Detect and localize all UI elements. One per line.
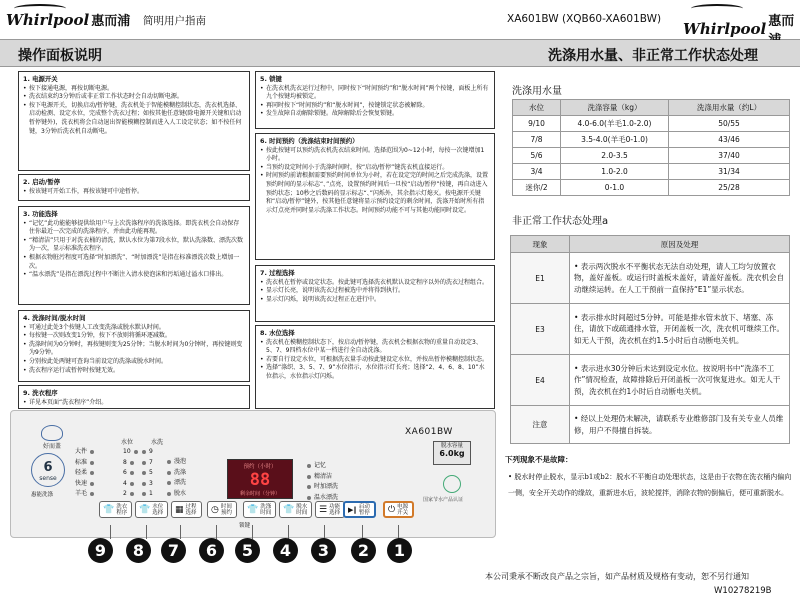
- list-item: • 详见本页面“洗衣程序”介绍。: [23, 399, 245, 408]
- callout-4: 4: [273, 538, 298, 563]
- led-icon: [307, 475, 311, 479]
- list-item: • 选择“涤织、3、5、7、9”水位指示，水位指示灯长亮；选择“2、4、6、8、10”水位指示，水位指示灯闪烁。: [260, 364, 490, 381]
- brand-en: Whirlpool: [6, 10, 90, 29]
- function-item: 记忆: [307, 461, 338, 472]
- led-icon: [167, 460, 171, 464]
- instruction-box-power: [18, 71, 250, 171]
- grid-icon: ▦: [175, 504, 184, 515]
- list-item: • 发生故障自动解除锁键。故障解除后会恢复锁键。: [260, 110, 490, 119]
- shirt-icon: 👕: [247, 504, 259, 515]
- led-display: [227, 459, 293, 499]
- column-head-water: 水位: [121, 439, 134, 446]
- led-icon: [130, 461, 134, 465]
- water-level-item: 8: [123, 458, 138, 469]
- display-header: 预约（小时）: [243, 464, 277, 470]
- water-level-item: 1: [142, 489, 153, 500]
- table-header-cell: 现象: [511, 236, 570, 253]
- shirt-icon: 👕: [103, 504, 115, 515]
- list-item: • 可通过此处3个按键人工改变洗涤或脱水默认时间。: [23, 324, 245, 333]
- process-button[interactable]: [171, 501, 202, 518]
- water-level-item: 5: [142, 468, 153, 479]
- water-table-heading: 洗涤用水量: [512, 86, 562, 97]
- fault-description: • 经以上处理仍未解决，请联系专业维修部门及有关专业人员维修，用户不得擅自拆装。: [570, 406, 790, 444]
- table-header-cell: 水位: [513, 100, 561, 116]
- callout-2: 2: [351, 538, 376, 563]
- brand-cn: 惠而浦: [91, 14, 131, 29]
- flower-logo-icon: [41, 425, 63, 441]
- capacity-badge: [433, 441, 471, 465]
- header-bar: [0, 0, 800, 40]
- table-header-cell: 洗涤用水量（约L）: [669, 100, 790, 116]
- list-item: • 分别按此处两键可查询当前设定的洗涤或脱水时间。: [23, 358, 245, 367]
- lock-label: 锁键: [239, 523, 251, 529]
- box-title: 9. 洗衣程序: [23, 389, 58, 397]
- list-item: • 洗衣结束约3分钟后或非正常工作状态时会自动切断电源。: [23, 93, 245, 102]
- table-row: [513, 164, 790, 180]
- sense-caption: 惠能洗涤: [31, 492, 54, 498]
- list-item: • 洗衣机在暂停或设定状态。按此键可选择洗衣机默认设定程序以外的洗衣过程组合。: [260, 279, 490, 288]
- water-level-item: 3: [142, 479, 153, 490]
- program-item: 标准: [75, 458, 94, 469]
- start-pause-button[interactable]: [343, 501, 376, 518]
- instruction-box-start-pause: [18, 174, 250, 201]
- led-icon: [167, 471, 171, 475]
- water-level-item: 6: [123, 468, 138, 479]
- leader-line: [252, 525, 253, 539]
- display-digits: 88: [249, 470, 271, 490]
- fault-description: • 表示进水30分钟后未达到设定水位。按说明书中“洗涤不工作”情况检查，故障排除后开闭盖板一次可恢复进水。如无人干预，洗衣机在约1小时后自动断电关机。: [570, 355, 790, 406]
- list-item: • 每按键一次则改变1分钟，按下不放则将循环逐减数。: [23, 332, 245, 341]
- whirlpool-logo-left: [6, 10, 130, 29]
- led-icon: [307, 496, 311, 500]
- fault-description: • 表示排水时间超过5分钟。可能是排水管未放下、堵塞、冻住，请放下或疏通排水管，开闭盖板一次，洗衣机可继续工作。如无人干预，洗衣机在约1.5小时后自动断电关机。: [570, 304, 790, 355]
- process-item: 漫泡: [167, 457, 186, 468]
- fault-description: • 表示两次脱水不平衡状态无法自动处理，请人工均匀放置衣物，盖好盖板。或运行时盖板未盖好，请盖好盖板。洗衣机会自动继续运转。在人工干预前一直保持“E1”显示状态。: [570, 253, 790, 304]
- led-icon: [142, 492, 146, 496]
- process-list: [167, 457, 186, 499]
- program-item: 轻柔: [75, 468, 94, 479]
- brand-en: Whirlpool: [683, 20, 767, 38]
- sense-digit: 6: [43, 460, 53, 475]
- table-cell: 3/4: [513, 164, 561, 180]
- led-icon: [167, 481, 171, 485]
- table-row: [511, 253, 790, 304]
- table-row: [511, 355, 790, 406]
- fault-code: E4: [511, 355, 570, 406]
- leader-line: [398, 525, 399, 539]
- wash-time-button[interactable]: [243, 501, 276, 518]
- spin-time-button[interactable]: [279, 501, 312, 518]
- instruction-box-timer: [255, 133, 495, 260]
- button-label: 脱水时间: [296, 503, 308, 516]
- table-cell: 25/28: [669, 180, 790, 196]
- box-title: 4. 洗涤时间/脱水时间: [23, 314, 86, 322]
- leader-line: [180, 525, 181, 539]
- instruction-box-water-level: [255, 325, 495, 409]
- table-row: [513, 116, 790, 132]
- led-icon: [130, 492, 134, 496]
- logo-arc-icon: [14, 4, 66, 13]
- instruction-box-process: [255, 265, 495, 322]
- led-icon: [90, 492, 94, 496]
- water-level-list-a: [123, 447, 138, 500]
- button-label: 功能选择: [329, 503, 341, 516]
- box-title: 2. 启动/暂停: [23, 178, 60, 186]
- box-title: 6. 时间预约（洗涤结束时间预约）: [260, 137, 359, 145]
- button-label: 洗涤时间: [260, 503, 272, 516]
- function-list: [307, 461, 338, 503]
- fault-table-heading: 非正常工作状态处理a: [512, 216, 609, 227]
- list-item: • 按下电源开关，切换启动/暂停键，洗衣机处于智能模糊控制状态，洗衣机选择、启动检测、设定水位，完成整个洗衣过程；如按其他任意键(除电源开关键和启动暂停键外)，洗衣机将会自动退出智能模糊控制而进入人工设定状态；如不按任何键，3分钟后洗衣机自动断电。: [23, 102, 245, 136]
- list-item: • “温水漂洗”是指在漂洗过程中不断注入清水使泡沫和污垢通过溢水口排出。: [23, 271, 245, 280]
- fault-code: E3: [511, 304, 570, 355]
- table-cell: 4.0-6.0(羊毛1.0-2.0): [561, 116, 669, 132]
- process-item: 漂洗: [167, 478, 186, 489]
- callout-7: 7: [161, 538, 186, 563]
- list-item: • “精清洁”只用于对洗衣桶的清洗，默认水位为第7段水位，默认洗涤数、漂洗次数为一次，显示标准洗衣程序。: [23, 237, 245, 254]
- program-item: 快速: [75, 479, 94, 490]
- menu-icon: ☰: [319, 504, 328, 515]
- table-cell: 3.5-4.0(羊毛0-1.0): [561, 132, 669, 148]
- list-item: • 显示灯长亮，说明该洗衣过程被选中并将得到执行。: [260, 287, 490, 296]
- led-icon: [142, 461, 146, 465]
- list-item: • 按下接通电源，再按切断电源。: [23, 85, 245, 94]
- button-label: 启动暂停: [358, 503, 370, 516]
- table-header-cell: 洗涤容量（kg）: [561, 100, 669, 116]
- led-icon: [142, 471, 146, 475]
- power-icon: ⏻: [388, 504, 396, 515]
- table-cell: 1.0-2.0: [561, 164, 669, 180]
- table-cell: 50/55: [669, 116, 790, 132]
- capacity-value: 6.0kg: [439, 449, 465, 458]
- box-title: 1. 电源开关: [23, 75, 58, 83]
- callout-9: 9: [88, 538, 113, 563]
- timer-button[interactable]: [207, 501, 237, 518]
- callout-6: 6: [199, 538, 224, 563]
- led-icon: [134, 450, 138, 454]
- table-header-row: [511, 236, 790, 253]
- panel-brand: [37, 425, 67, 450]
- box-title: 7. 过程选择: [260, 269, 295, 277]
- water-level-button[interactable]: [135, 501, 168, 518]
- table-cell: 7/8: [513, 132, 561, 148]
- button-label: 过程选择: [185, 503, 197, 516]
- model-title: XA601BW (XQB60-XA601BW): [507, 13, 662, 25]
- not-fault-title: 下列现象不是故障：: [505, 455, 573, 464]
- led-icon: [307, 485, 311, 489]
- led-icon: [90, 461, 94, 465]
- water-level-item: 4: [123, 479, 138, 490]
- table-row: [511, 406, 790, 444]
- water-usage-table: [512, 99, 790, 196]
- table-cell: 2.0-3.5: [561, 148, 669, 164]
- water-level-item: 9: [142, 447, 153, 458]
- led-icon: [130, 471, 134, 475]
- table-cell: 37/40: [669, 148, 790, 164]
- led-icon: [142, 450, 146, 454]
- guide-title: 简明用户指南: [143, 15, 206, 27]
- program-item: 羊毛: [75, 489, 94, 500]
- box-title: 5. 锁键: [260, 75, 282, 83]
- table-cell: 迷你/2: [513, 180, 561, 196]
- table-header-cell: 原因及处理: [570, 236, 790, 253]
- fault-code: E1: [511, 253, 570, 304]
- leader-line: [324, 525, 325, 539]
- section-title-water-fault: 洗涤用水量、非正常工作状态处理: [548, 48, 758, 64]
- table-row: [511, 304, 790, 355]
- table-cell: 31/34: [669, 164, 790, 180]
- shirt-icon: 👕: [283, 504, 295, 515]
- sense-badge: [31, 453, 65, 487]
- table-cell: 43/46: [669, 132, 790, 148]
- function-item: 时加漂洗: [307, 482, 338, 493]
- leader-line: [146, 525, 147, 539]
- sense-label: sense: [39, 475, 57, 482]
- brand-cn: 惠而: [768, 14, 795, 29]
- led-icon: [307, 464, 311, 468]
- instruction-box-wash-spin-time: [18, 310, 250, 382]
- leader-line: [288, 525, 289, 539]
- program-list: [75, 447, 94, 500]
- function-button[interactable]: [315, 501, 345, 518]
- table-row: [513, 132, 790, 148]
- callout-3: 3: [311, 538, 336, 563]
- fault-code: 注意: [511, 406, 570, 444]
- logo-arc-icon: [691, 4, 743, 13]
- function-item: 精清洁: [307, 472, 338, 483]
- list-item: • 根据衣物脏污程度可选择“时加漂洗”、“时加漂洗”是指在标准漂洗次数上增加一次。: [23, 254, 245, 271]
- clock-icon: ◷: [211, 504, 219, 515]
- leader-line: [362, 525, 363, 539]
- instruction-box-programs: [18, 385, 250, 409]
- table-row: [513, 148, 790, 164]
- display-footer: 剩余时间（分钟）: [239, 491, 280, 497]
- table-header-row: [513, 100, 790, 116]
- instruction-box-lock: [255, 71, 495, 129]
- column-head-wash: 水洗: [151, 439, 164, 446]
- list-item: • 洗涤时间为0分钟时，再按键则变为25分钟；当脱水时间为0分钟时，再按键则变为9分钟。: [23, 341, 245, 358]
- list-item: • 显示灯闪烁，说明该洗衣过程正在进行中。: [260, 296, 490, 305]
- panel-brand-text: 好而盖: [42, 443, 61, 450]
- document-code: W10278219B: [714, 586, 772, 596]
- not-fault-text: • 脱水时停止脱水，显示b1或b2：脱水不平衡自动处理状态，这是由于衣物在洗衣桶内偏向一侧，安全开关动作的缘故，重新进水后，波轮搅拌，消除衣物的倒偏后，便可重新脱水。: [508, 473, 792, 497]
- table-cell: 5/6: [513, 148, 561, 164]
- callout-5: 5: [235, 538, 260, 563]
- water-saving-certification-icon: [443, 475, 461, 493]
- shirt-icon: 👕: [139, 504, 151, 515]
- led-icon: [90, 450, 94, 454]
- section-title-panel: 操作面板说明: [18, 48, 102, 64]
- led-icon: [142, 482, 146, 486]
- list-item: • 时间预约前请根据需要预约时间单位为小时，若在设定完的时间之后完成洗涤，设置预约时间的显示标志“、”点亮，设置预约时间后一旦按“启动/暂停”按键，再自动进入预约状态；10秒之后数码的显示标志“、”闪烁外，其余指示灯熄灭。按电源开关键和“启动/暂停”键外，按其他任意键将显示预约设定的剩余时间，洗涤开始时所有指示灯点亮并同时显示洗涤工作状态。时间预约功能不可与其他功能同时设定。: [260, 172, 490, 215]
- process-item: 洗涤: [167, 468, 186, 479]
- function-item: 温水漂洗: [307, 493, 338, 504]
- table-cell: 0-1.0: [561, 180, 669, 196]
- led-icon: [130, 482, 134, 486]
- instruction-box-function: [18, 206, 250, 305]
- panel-model: XA601BW: [405, 427, 453, 437]
- footer-notice: 本公司秉承不断改良产品之宗旨，如产品材质及规格有变动，恕不另行通知: [485, 572, 749, 581]
- led-icon: [90, 482, 94, 486]
- water-level-item: 2: [123, 489, 138, 500]
- program-item: 大件: [75, 447, 94, 458]
- list-item: • 若要自行设定水位，可根据洗衣量手动按此键设定水位，并按出暂停模糊控制状态。: [260, 356, 490, 365]
- list-item: • 洗衣程序运行或暂停时按键无效。: [23, 367, 245, 376]
- list-item: • 按此按键可以预约洗衣机洗衣结束时间。选择范围为0~12小时，每按一次键增加1小时。: [260, 147, 490, 164]
- section-bar: [0, 40, 800, 67]
- button-label: 时间预约: [220, 503, 232, 516]
- callout-1: 1: [387, 538, 412, 563]
- list-item: • 按该键可开始工作，再按该键可中途暂停。: [23, 188, 245, 197]
- table-cell: 9/10: [513, 116, 561, 132]
- capacity-label: 脱水容量: [440, 443, 463, 449]
- energy-label: 国家节水产品认证: [423, 497, 464, 503]
- fault-handling-table: [510, 235, 790, 444]
- box-title: 8. 水位选择: [260, 329, 295, 337]
- control-panel-illustration: [10, 410, 496, 538]
- led-icon: [167, 492, 171, 496]
- power-button[interactable]: [383, 501, 414, 518]
- callout-8: 8: [126, 538, 151, 563]
- table-row: [513, 180, 790, 196]
- leader-line: [110, 525, 111, 539]
- list-item: • 在洗衣机洗衣运行过程中，同时按下“时间预约”和“脱水时间”两个按键，面板上所有九个按键均被锁定。: [260, 85, 490, 102]
- water-level-item: 10: [123, 447, 138, 458]
- program-button[interactable]: [99, 501, 132, 518]
- button-label: 水位选择: [152, 503, 164, 516]
- led-icon: [90, 471, 94, 475]
- water-level-list-b: [142, 447, 153, 500]
- button-label: 电源开关: [397, 503, 409, 516]
- button-label: 洗衣程序: [116, 503, 128, 516]
- play-pause-icon: ▶‖: [348, 505, 357, 514]
- leader-line: [216, 525, 217, 539]
- water-level-item: 7: [142, 458, 153, 469]
- box-title: 3. 功能选择: [23, 210, 58, 218]
- process-item: 脱水: [167, 489, 186, 500]
- list-item: • “记忆”此功能能够提供给用户与上次洗涤程序的洗涤选择。即洗衣机会自动保存住你最近一次完成的洗涤程序，并由此功能再现。: [23, 220, 245, 237]
- list-item: • 再同时按下“时间预约”和“脱水时间”，按键锁定状态被解除。: [260, 102, 490, 111]
- list-item: • 当预约设定时间小于洗涤时间时，按“启动/暂停”键洗衣机直接运行。: [260, 164, 490, 173]
- list-item: • 洗衣机在模糊控制状态下，按启动/暂停键，洗衣机会根据衣物的重量自动设定3、5、7、9四档水位中某一档进行全自动洗涤。: [260, 339, 490, 356]
